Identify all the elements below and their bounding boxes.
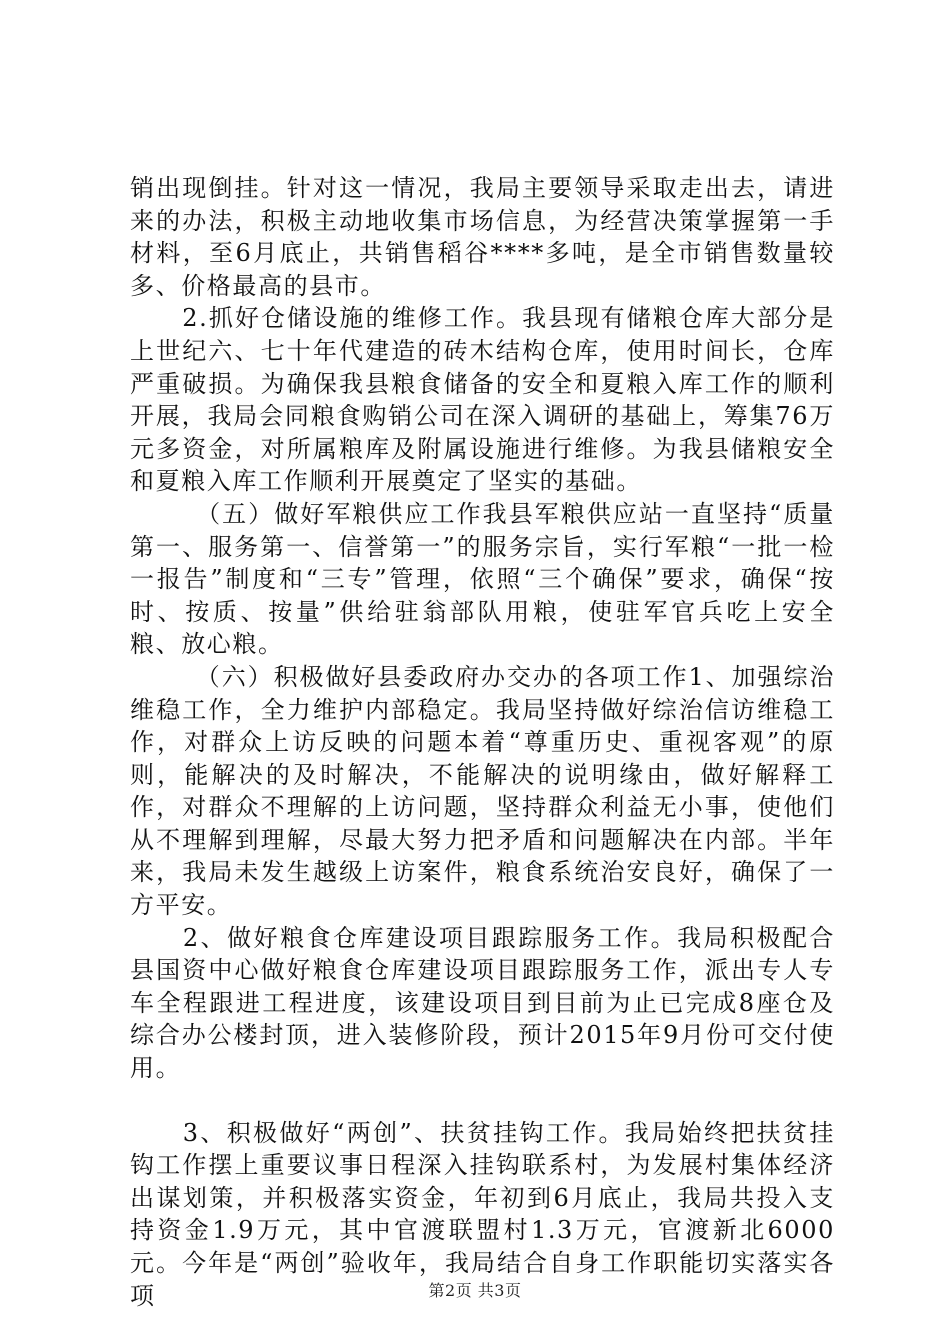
paragraph-storage-repair: 2.抓好仓储设施的维修工作。我县现有储粮仓库大部分是上世纪六、七十年代建造的砖木结构仓库，使用时间长，仓库严重破损。为确保我县粮食储备的安全和夏粮入库工作的顺利开展，我局会同粮食购销公司在深入调研的基础上，筹集76万元多资金，对所属粮库及附属设施进行维修。为我县储粮安全和夏粮入库工作顺利开展奠定了坚实的基础。	[130, 304, 835, 496]
paragraph-county-tasks: （六）积极做好县委政府办交办的各项工作1、加强综治维稳工作，全力维护内部稳定。我局坚持做好综治信访维稳工作，对群众上访反映的问题本着“尊重历史、重视客观”的原则，能解决的及时解决，不能解决的说明缘由，做好解释工作，对群众不理解的上访问题，坚持群众利益无小事，使他们从不理解到理解，尽最大努力把矛盾和问题解决在内部。半年来，我局未发生越级上访案件，粮食系统治安良好，确保了一方平安。	[130, 662, 835, 920]
paragraph-poverty-alleviation: 3、积极做好“两创”、扶贫挂钩工作。我局始终把扶贫挂钩工作摆上重要议事日程深入挂钩联系村，为发展村集体经济出谋划策，并积极落实资金，年初到6月底止，我局共投入支持资金1.9万元，其中官渡联盟村1.3万元，官渡新北6000元。今年是“两创”验收年，我局结合自身工作职能切实落实各项	[130, 1118, 835, 1310]
page-footer	[0, 1278, 950, 1301]
document-body	[130, 172, 835, 1312]
paragraph-warehouse-project: 2、做好粮食仓库建设项目跟踪服务工作。我局积极配合县国资中心做好粮食仓库建设项目跟踪服务工作，派出专人专车全程跟进工程进度，该建设项目到目前为止已完成8座仓及综合办公楼封顶，进入装修阶段，预计2015年9月份可交付使用。	[130, 923, 835, 1083]
page-number-label: 第2页 共3页	[428, 1281, 522, 1300]
paragraph-military-grain: （五）做好军粮供应工作我县军粮供应站一直坚持“质量第一、服务第一、信誉第一”的服务宗旨，实行军粮“一批一检一报告”制度和“三专”管理，依照“三个确保”要求，确保“按时、按质、按量”供给驻翁部队用粮，使驻军官兵吃上安全粮、放心粮。	[130, 499, 835, 659]
paragraph-sales: 销出现倒挂。针对这一情况，我局主要领导采取走出去，请进来的办法，积极主动地收集市场信息，为经营决策掌握第一手材料，至6月底止，共销售稻谷****多吨，是全市销售数量较多、价格最高的县市。	[130, 174, 835, 300]
